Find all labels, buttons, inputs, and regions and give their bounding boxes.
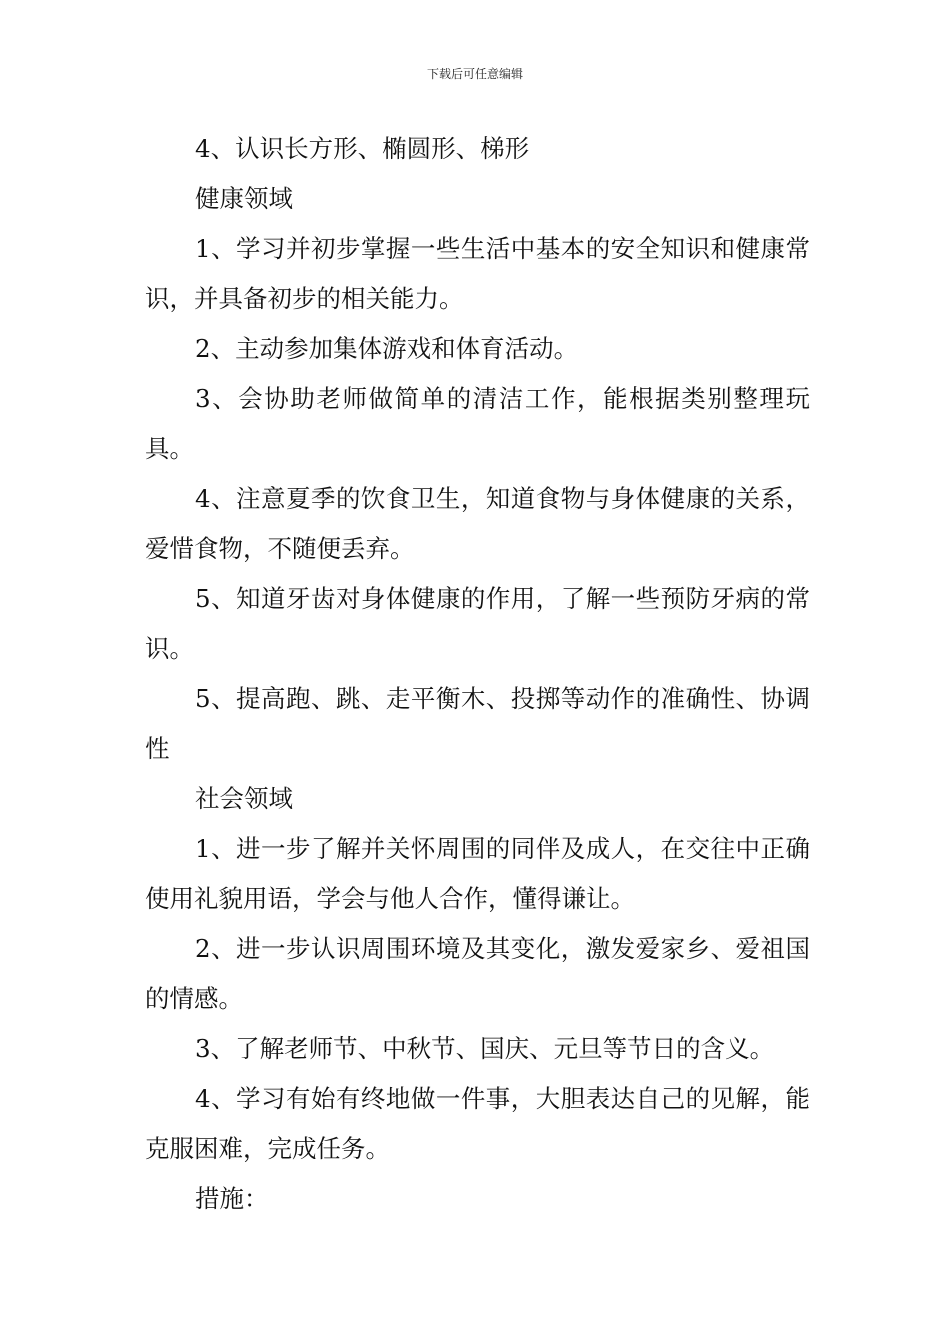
list-item: 1、学习并初步掌握一些生活中基本的安全知识和健康常识，并具备初步的相关能力。: [145, 234, 810, 313]
list-item: 2、主动参加集体游戏和体育活动。: [195, 334, 579, 363]
list-item: 4、注意夏季的饮食卫生，知道食物与身体健康的关系，爱惜食物，不随便丢弃。: [145, 484, 810, 563]
section-heading-social: 社会领域: [195, 784, 293, 813]
list-item: 3、了解老师节、中秋节、国庆、元旦等节日的含义。: [195, 1034, 775, 1063]
list-item: 3、会协助老师做简单的清洁工作，能根据类别整理玩具。: [145, 384, 810, 463]
list-item: 5、提高跑、跳、走平衡木、投掷等动作的准确性、协调性: [145, 684, 810, 763]
list-item-shapes: 4、认识长方形、椭圆形、梯形: [195, 134, 530, 163]
list-item: 5、知道牙齿对身体健康的作用，了解一些预防牙病的常识。: [145, 584, 810, 663]
list-item: 4、学习有始有终地做一件事，大胆表达自己的见解，能克服困难，完成任务。: [145, 1084, 810, 1163]
section-heading-health: 健康领域: [195, 184, 293, 213]
section-heading-measures: 措施：: [195, 1184, 269, 1213]
document-body: [145, 124, 810, 1224]
list-item: 1、进一步了解并关怀周围的同伴及成人，在交往中正确使用礼貌用语，学会与他人合作，懂得谦让。: [145, 834, 810, 913]
page-header-note: 下载后可任意编辑: [426, 67, 523, 81]
list-item: 2、进一步认识周围环境及其变化，激发爱家乡、爱祖国的情感。: [145, 934, 810, 1013]
